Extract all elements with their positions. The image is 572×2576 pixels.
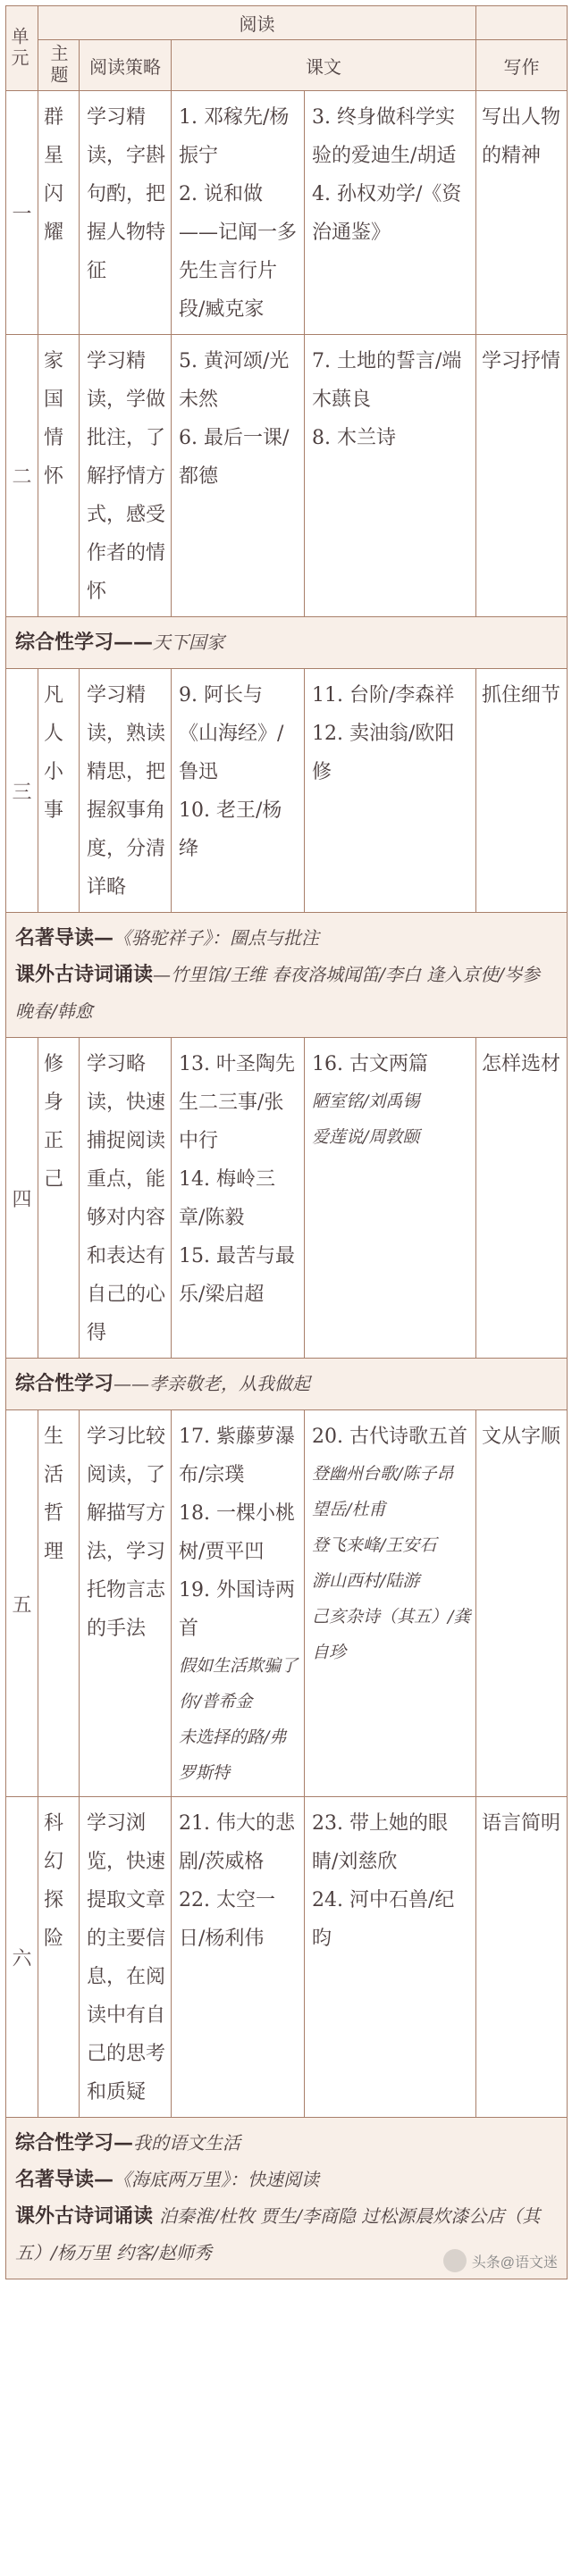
- header-lessons: 课文: [172, 40, 476, 91]
- reading-strategy: 学习精读，熟读精思，把握叙事角度，分清详略: [80, 669, 172, 913]
- integrated-learning-band: 综合性学习——天下国家: [6, 617, 568, 669]
- header-writing: 写作: [476, 40, 568, 91]
- writing-task: 文从字顺: [476, 1410, 568, 1797]
- lessons-left: 9. 阿长与《山海经》/鲁迅 10. 老王/杨绛: [172, 669, 305, 913]
- header-reading: 阅读: [38, 6, 476, 40]
- header-empty: [476, 6, 568, 40]
- unit-row-6: [6, 1797, 568, 2118]
- unit-number: 三: [6, 669, 38, 913]
- lessons-left: 13. 叶圣陶先生二三事/张中行 14. 梅岭三章/陈毅 15. 最苦与最乐/梁启超: [172, 1038, 305, 1359]
- band-row-3: [6, 1359, 568, 1410]
- curriculum-table-container: [5, 5, 567, 2279]
- unit-theme: 修身正己: [38, 1038, 80, 1359]
- unit-row-3: [6, 669, 568, 913]
- lessons-left: 17. 紫藤萝瀑布/宗璞 18. 一棵小桃树/贾平凹 19. 外国诗两首 假如生活欺骗了你/普希金 未选择的路/弗罗斯特: [172, 1410, 305, 1797]
- classics-poetry-band: 名著导读—《骆驼祥子》：圈点与批注 课外古诗词诵读—竹里馆/王维 春夜洛城闻笛/李白 逢入京使/岑参 晚春/韩愈: [6, 913, 568, 1038]
- writing-task: 写出人物的精神: [476, 91, 568, 335]
- unit-theme: 群星闪耀: [38, 91, 80, 335]
- header-unit: 单元: [6, 6, 38, 91]
- unit-theme: 凡人小事: [38, 669, 80, 913]
- band-row-1: [6, 617, 568, 669]
- lessons-left: 5. 黄河颂/光未然 6. 最后一课/都德: [172, 335, 305, 617]
- lessons-right: 23. 带上她的眼睛/刘慈欣 24. 河中石兽/纪昀: [305, 1797, 476, 2118]
- unit-number: 四: [6, 1038, 38, 1359]
- lessons-left: 21. 伟大的悲剧/茨威格 22. 太空一日/杨利伟: [172, 1797, 305, 2118]
- lessons-right: 7. 土地的誓言/端木蕻良 8. 木兰诗: [305, 335, 476, 617]
- unit-theme: 科幻探险: [38, 1797, 80, 2118]
- curriculum-table: [5, 5, 568, 2279]
- header-row-1: [6, 6, 568, 40]
- writing-task: 怎样选材: [476, 1038, 568, 1359]
- unit-number: 六: [6, 1797, 38, 2118]
- writing-task: 抓住细节: [476, 669, 568, 913]
- unit-theme: 生活哲理: [38, 1410, 80, 1797]
- lessons-right: 11. 台阶/李森祥 12. 卖油翁/欧阳修: [305, 669, 476, 913]
- writing-task: 学习抒情: [476, 335, 568, 617]
- reading-strategy: 学习略读，快速捕捉阅读重点，能够对内容和表达有自己的心得: [80, 1038, 172, 1359]
- header-theme: 主题: [38, 40, 80, 91]
- unit-theme: 家国情怀: [38, 335, 80, 617]
- unit-row-1: [6, 91, 568, 335]
- reading-strategy: 学习比较阅读，了解描写方法，学习托物言志的手法: [80, 1410, 172, 1797]
- header-row-2: [6, 40, 568, 91]
- lessons-right: 16. 古文两篇 陋室铭/刘禹锡 爱莲说/周敦颐: [305, 1038, 476, 1359]
- lessons-right: 20. 古代诗歌五首 登幽州台歌/陈子昂 望岳/杜甫 登飞来峰/王安石 游山西村/陆游 己亥杂诗（其五）/龚自珍: [305, 1410, 476, 1797]
- unit-row-5: [6, 1410, 568, 1797]
- integrated-learning-band: 综合性学习——孝亲敬老，从我做起: [6, 1359, 568, 1410]
- unit-number: 五: [6, 1410, 38, 1797]
- lessons-left: 1. 邓稼先/杨振宁 2. 说和做——记闻一多先生言行片段/臧克家: [172, 91, 305, 335]
- watermark: 头条@语文迷: [443, 2249, 558, 2272]
- reading-strategy: 学习精读，学做批注，了解抒情方式，感受作者的情怀: [80, 335, 172, 617]
- unit-number: 一: [6, 91, 38, 335]
- reading-strategy: 学习浏览，快速提取文章的主要信息，在阅读中有自己的思考和质疑: [80, 1797, 172, 2118]
- band-row-2: [6, 913, 568, 1038]
- unit-number: 二: [6, 335, 38, 617]
- header-strategy: 阅读策略: [80, 40, 172, 91]
- writing-task: 语言简明: [476, 1797, 568, 2118]
- unit-row-4: [6, 1038, 568, 1359]
- final-band: 综合性学习—我的语文生活 名著导读—《海底两万里》：快速阅读 课外古诗词诵读 泊秦淮/杜牧 贾生/李商隐 过松源晨炊漆公店（其五）/杨万里 约客/赵师秀: [6, 2118, 568, 2279]
- unit-row-2: [6, 335, 568, 617]
- lessons-right: 3. 终身做科学实验的爱迪生/胡适 4. 孙权劝学/《资治通鉴》: [305, 91, 476, 335]
- watermark-logo-icon: [443, 2249, 467, 2272]
- reading-strategy: 学习精读，字斟句酌，把握人物特征: [80, 91, 172, 335]
